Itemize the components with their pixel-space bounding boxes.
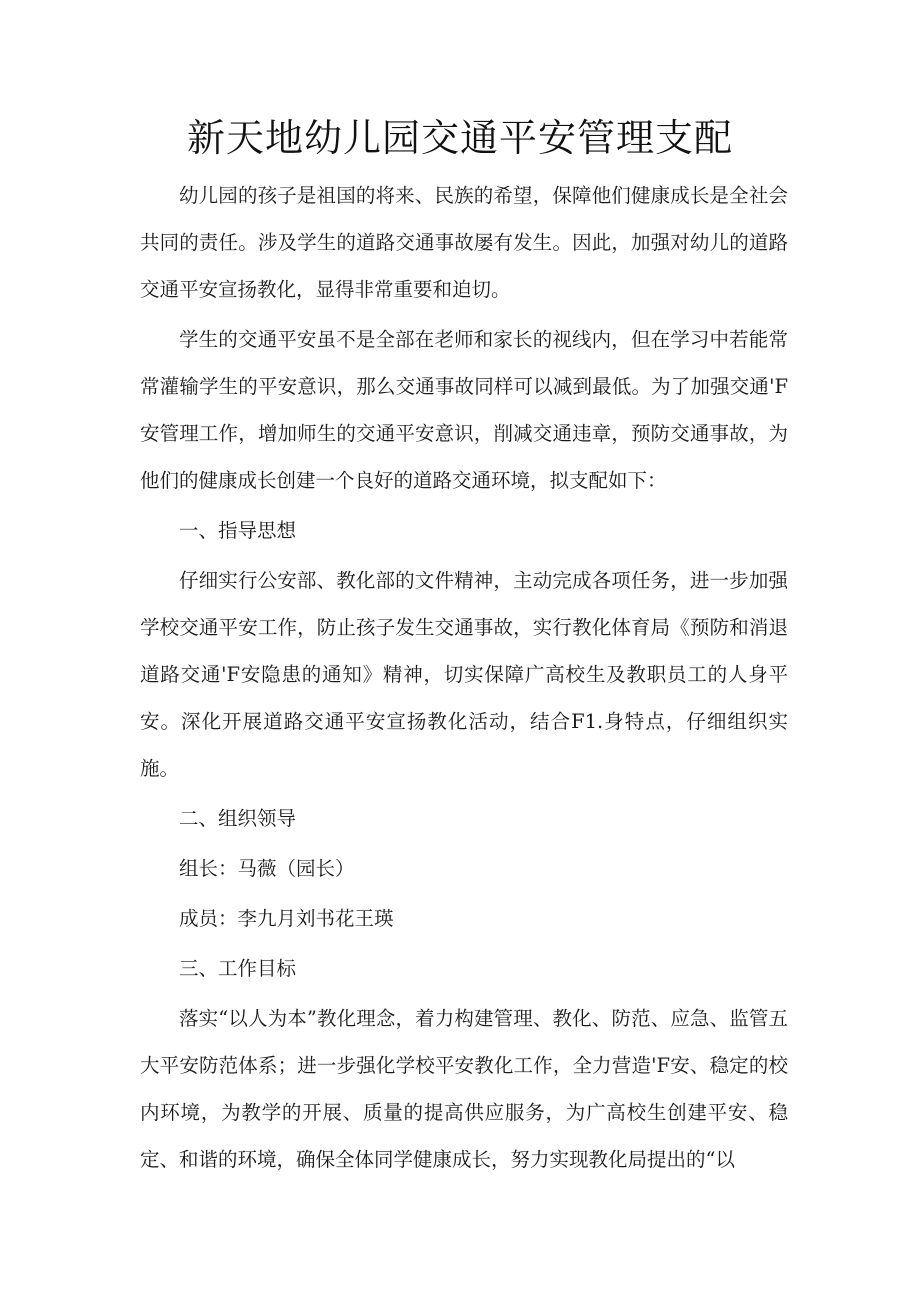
paragraph-team-leader: 组长：马薇（园长）	[179, 857, 355, 880]
paragraph-intro: 幼儿园的孩子是祖国的将来、民族的希望，保障他们健康成长是全社会共同的责任。涉及学生的道路交通事故屡有发生。因此，加强对幼儿的道路交通平安宣扬教化，显得非常重要和迫切。	[140, 184, 788, 301]
section-heading-guiding-ideology: 一、指导思想	[179, 519, 297, 542]
paragraph-guiding-ideology: 仔细实行公安部、教化部的文件精神，主动完成各项任务，进一步加强学校交通平安工作，防止孩子发生交通事故，实行教化体育局《预防和消退道路交通'F安隐患的通知》精神，切实保障广高校生及教职员工的人身平安。深化开展道路交通平安宣扬教化活动，结合F1.身特点，仔细组织实施。	[140, 569, 788, 780]
paragraph-team-members: 成员：李九月刘书花王瑛	[179, 907, 394, 930]
section-heading-work-goals: 三、工作目标	[179, 957, 297, 980]
section-heading-organization: 二、组织领导	[179, 807, 297, 830]
paragraph-work-goals: 落实“以人为本”教化理念，着力构建管理、教化、防范、应急、监管五大平安防范体系；进一步强化学校平安教化工作，全力营造'F安、稳定的校内环境，为教学的开展、质量的提高供应服务，为广高校生创建平安、稳定、和谐的环境，确保全体同学健康成长，努力实现教化局提出的“以	[140, 1007, 788, 1171]
document-body	[140, 172, 788, 1186]
document-title: 新天地幼儿园交通平安管理支配	[186, 116, 733, 160]
paragraph-purpose: 学生的交通平安虽不是全部在老师和家长的视线内，但在学习中若能常常灌输学生的平安意识，那么交通事故同样可以减到最低。为了加强交通'F安管理工作，增加师生的交通平安意识，削减交通违章，预防交通事故，为他们的健康成长创建一个良好的道路交通环境，拟支配如下：	[140, 328, 788, 492]
